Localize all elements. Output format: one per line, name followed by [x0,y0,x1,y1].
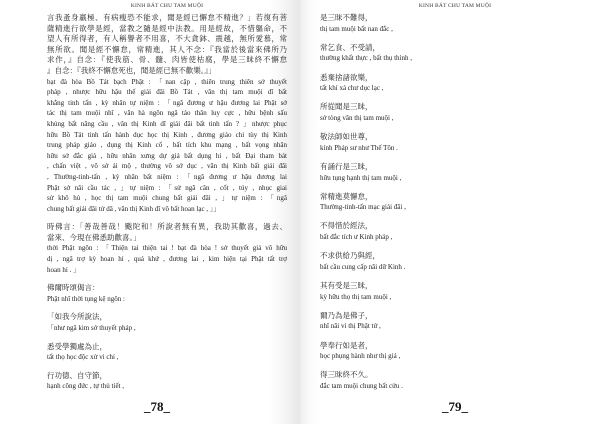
verse-block [320,281,560,302]
running-header: KINH BÁT CHU TAM MUỘI [418,3,492,9]
han-line: 悉棄捨諸欲樂， [320,72,373,82]
han-line: 求作，』自念：『使我筋、骨、髓、肉皆使枯腐，學是三昧終不懈怠 [47,55,287,65]
verse-block [320,13,560,34]
viet-line: , Thường-tinh-tấn , kỳ nhân bất niệm : 「ngã đương ư hậu đương lai [47,172,287,181]
verse-block [320,73,560,94]
viet-line: hoan hỉ . 」 [47,265,81,274]
verse-block [320,192,560,213]
viet-line: Thường-tinh-tấn mạc giải đãi , [320,203,406,212]
han-line: 行功德、自守節， [47,370,107,380]
han-line: 不得惜於經法， [320,221,373,231]
text-block [320,13,560,400]
viet-line: sử khô hủ , học thị tam muội chung bất giải đãi , 」tự niệm : 「ngã [47,194,287,203]
page-number: _79_ [442,399,468,414]
han-line: 薩精進行欲學是經，當教之隨是經中法教。用是經故，不惜軀命，不 [47,23,287,33]
verse-block [320,132,560,153]
viet-line: kỳ hữu thọ thị tam muội , [320,292,392,301]
verse-block [320,370,560,391]
viet-line: sở tòng văn thị tam muội , [320,113,394,122]
viet-line: Phật nhĩ thời tụng kệ ngôn : [47,294,125,303]
passage-block [47,222,287,275]
viet-line: tất khí xả chư dục lạc , [320,84,384,93]
verse-block [320,43,560,64]
viet-line: khẳng tinh tấn , kỳ nhân tự niệm : 「ngã đương ư hậu đương lai Phật sở [47,98,287,107]
verse-block [320,251,560,272]
han-line: 得三昧終不久。 [320,370,373,380]
viet-line: học phụng hành như thị giả , [320,352,401,361]
han-line: 時佛言：「善哉善哉！颰陀和！所說者無有異，我助其歡喜，過去、 [47,222,287,232]
viet-line: bất đắc tích ư Kinh pháp , [320,233,393,242]
verse-block [47,342,287,363]
running-header: KINH BÁT CHU TAM MUỘI [130,3,204,9]
han-line: 常乞食、不受請， [320,42,380,52]
han-line: 言我蚤身羸極、有病瘦恐不能求，聞是經已懈怠不精進？」若復有菩 [47,13,287,22]
text-block [47,13,287,400]
verse-intro-block [47,283,287,304]
han-line: 望人有所得者，有人稱譽者不用喜，不大貪鉢、震越，無所愛慕，常 [47,34,287,44]
verse-block [320,341,560,362]
viet-line: Phật sở nãi cầu tác , 」tự niệm : 「sử ngã cân , cốt , túy , nhục giai [47,183,287,192]
viet-line: nhĩ nãi vi thị Phật tử , [320,322,381,331]
viet-line: đắc tam muội chung bất cửu . [320,381,403,390]
viet-line: tất thọ học độc xử vi chỉ , [47,353,119,362]
viet-line: 「như ngã kim sở thuyết pháp , [47,324,136,333]
viet-line: hữu sở đắc giả , hữu nhân xưng dự giả bất dụng hỉ , bất Đại tham bát [47,151,287,160]
verse-block [47,371,287,392]
viet-line: tác thị tam muội nhĩ , văn hà ngôn ngã tảo thân luy cực , hữu bệnh sấu [47,109,287,118]
han-line: 「如我今所說法， [47,312,107,322]
viet-line: chung bất giải đãi tử dã , văn thị Kinh dĩ vô bất hoan lạc , 」」 [47,204,221,213]
viet-line: , chấn việt , vô sở ái mộ , thường vô sở dục , văn thị Kinh bất giải đãi [47,162,287,171]
viet-line: bạt đà hòa Bồ Tát bạch Phật : 「nan cập , thiên trung thiên sở thuyết [47,77,287,86]
verse-block [320,221,560,242]
han-line: 所從聞是三昧， [320,102,373,112]
page-number: _78_ [144,399,170,414]
han-line: 其有受是三昧， [320,281,373,291]
han-line: 佛爾時頌偈言： [47,283,100,293]
viet-line: trung pháp giáo , dụng thị Kinh cố , bất tích khu mạng , bất vọng nhân [47,141,287,150]
viet-line: thường khất thực , bất thụ thỉnh , [320,54,412,63]
han-line: 悉受學獨處為止， [47,341,107,351]
viet-line: thị tam muội bất nan đắc , [320,24,393,33]
han-line: 常精進莫懈怠， [320,191,373,201]
verse-block [320,102,560,123]
viet-line: pháp , nhược hữu hậu thế giải đãi Bồ Tát , văn thị tam muội dĩ bất [47,88,287,97]
viet-line: dị , ngã trợ kỳ hoan hỉ , quá khứ , đương lai , kim hiện tại Phật tất trợ [47,255,287,264]
viet-line: thời Phật ngôn : 「Thiện tai thiện tai ! bạt đà hòa ! sở thuyết giả vô hữu [47,244,287,253]
verse-block [320,311,560,332]
viet-line: hữu tụng hạnh thị tam muội , [320,173,402,182]
han-line: 是三昧不難得， [320,13,373,22]
han-line: 敬法師如世尊， [320,132,373,142]
right-page [300,0,600,424]
viet-line: hạnh công đức , tự thủ tiết , [47,382,124,391]
viet-line: bất cầu cung cấp nãi dữ Kinh . [320,262,406,271]
viet-line: khủng bất năng cầu , văn thị Kinh dĩ giải đãi bất tinh tấn ? 」nhược phục [47,119,287,128]
han-line: 無所欲。聞是經不懈怠，常精進，其人不念：『我當於後當來佛所乃 [47,44,287,54]
han-line: 爾乃為是佛子， [320,310,373,320]
viet-line: kính Pháp sư như Thế Tôn . [320,143,398,152]
han-line: 有誦行是三昧， [320,161,373,171]
han-line: 當來、今現在佛悉助歡喜。」 [47,232,141,242]
han-line: 學奉行如是者， [320,340,373,350]
han-line: 』自念：『我終不懈怠死也，聞是經已無不歡樂。』」 [47,65,216,75]
passage-block [47,13,287,214]
han-line: 不求供給乃與經， [320,251,380,261]
verse-block [320,162,560,183]
viet-line: hữu Bồ Tát tinh tấn hành dục học thị Kinh , đương giáo chi tùy thị Kinh [47,130,287,139]
verse-block [47,312,287,333]
